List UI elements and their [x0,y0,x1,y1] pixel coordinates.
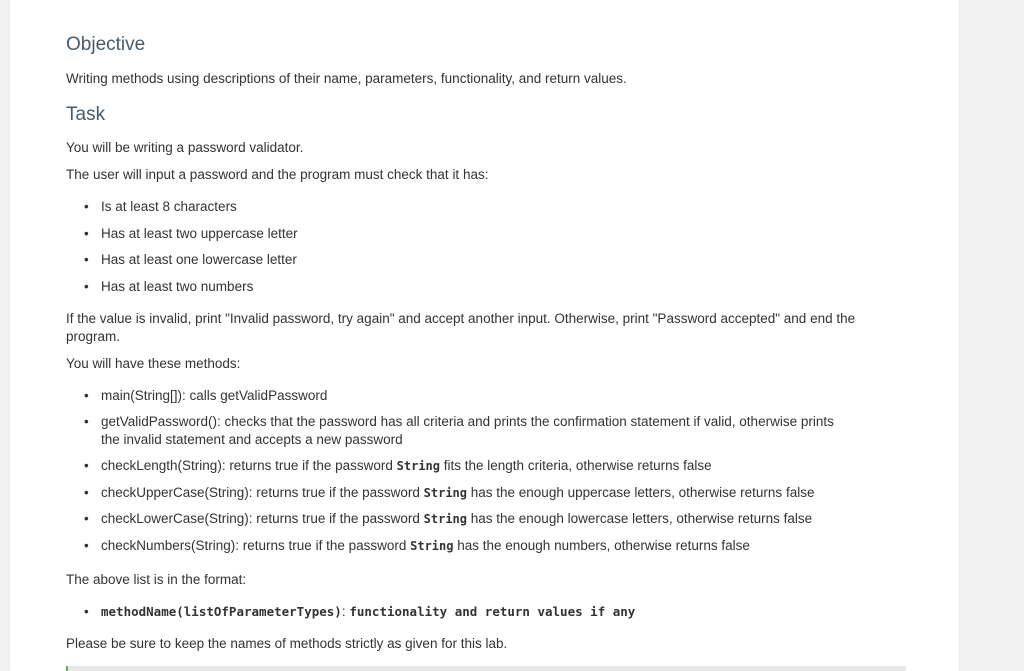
list-item [66,484,856,502]
format-rest: functionality and return values if any [349,604,636,619]
closing-note: Please be sure to keep the names of methods strictly as given for this lab. [66,636,508,651]
list-item [66,457,856,475]
list-item: • Has at least two numbers [66,278,886,296]
method-text-post: has the enough numbers, otherwise returns false [453,537,750,553]
methods-list [66,387,856,555]
method-text: main(String[]): calls getValidPassword [101,388,328,403]
method-text-post: has the enough lowercase letters, otherwise returns false [467,511,813,526]
lab-page [10,0,959,671]
list-item: • Is at least 8 characters [66,198,886,216]
method-text: checkNumbers(String): returns true if the password [101,537,411,553]
list-item [66,537,856,555]
format-method: methodName(listOfParameterTypes) [101,604,342,619]
list-item [66,603,886,621]
method-text: checkLength(String): returns true if the password [101,458,397,473]
method-text: getValidPassword(): checks that the password has all criteria and prints the confirmation statement if valid, otherwise prints the invalid statement and accepts a new password [101,414,834,447]
method-text-post: fits the length criteria, otherwise returns false [440,458,712,473]
format-list [66,603,886,621]
criteria-list [66,198,886,296]
list-item [66,510,856,528]
list-item [66,387,856,405]
list-item [66,413,856,449]
task-heading: Task [66,104,106,125]
progress-bar-fill [66,666,68,671]
methods-intro: You will have these methods: [66,356,241,371]
format-separator: : [341,604,350,619]
objective-text: Writing methods using descriptions of their name, parameters, functionality, and return values. [66,71,627,86]
code-string: String [423,485,467,500]
objective-heading: Objective [66,34,146,55]
method-text: checkUpperCase(String): returns true if the password [101,484,424,500]
invalid-instructions: If the value is invalid, print "Invalid password, try again" and accept another input. Otherwise, print "Password accepted" and end the program. [66,311,856,344]
format-intro: The above list is in the format: [66,572,247,587]
task-intro-2: The user will input a password and the program must check that it has: [66,167,489,182]
list-item: • Has at least one lowercase letter [66,251,886,269]
progress-bar [66,666,906,671]
code-string: String [423,512,467,526]
code-string: String [410,538,454,553]
task-intro-1: You will be writing a password validator. [66,140,304,155]
list-item: • Has at least two uppercase letter [66,225,886,243]
code-string: String [396,459,441,473]
method-text: checkLowerCase(String): returns true if the password [101,511,424,526]
method-text-post: has the enough uppercase letters, otherwise returns false [467,484,815,500]
